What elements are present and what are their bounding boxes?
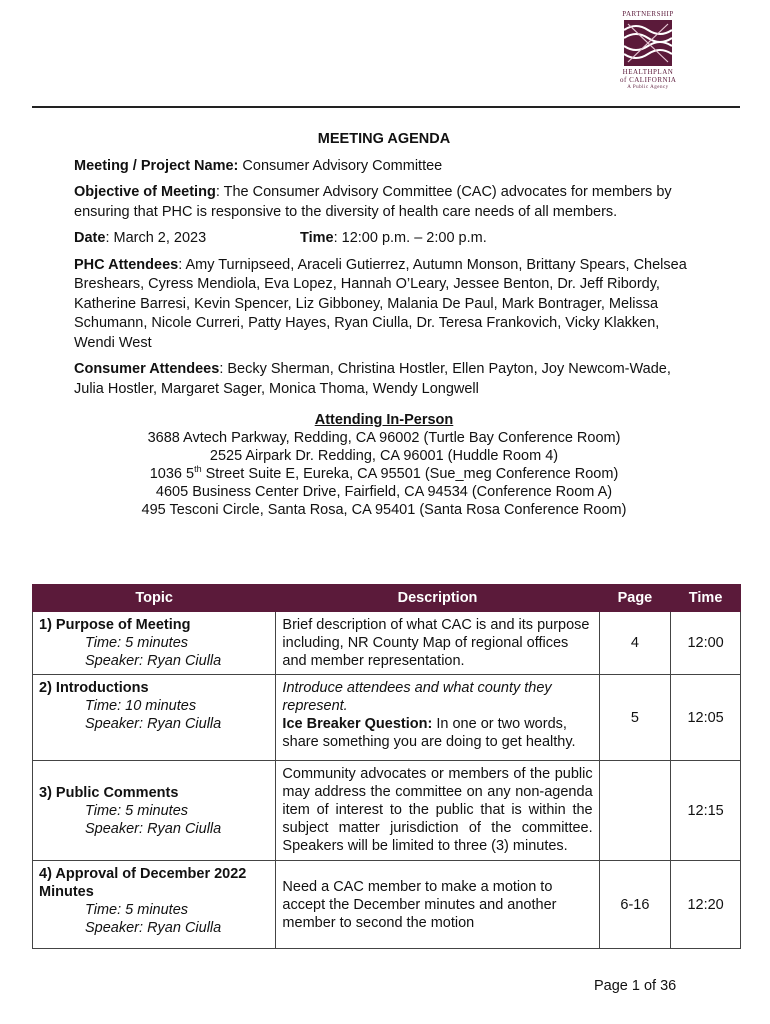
page-cell: 5 [599, 675, 671, 761]
description-cell: Brief description of what CAC is and its purpose including, NR County Map of regional offices and member representation. [276, 612, 599, 675]
topic-cell [33, 675, 276, 761]
topic-title: 3) Public Comments [39, 784, 179, 801]
topic-title: 1) Purpose of Meeting [39, 617, 191, 633]
logo-line-1: HEALTHPLAN [622, 68, 674, 76]
icebreaker-label: Ice Breaker Question: [282, 716, 433, 732]
project-name-value: Consumer Advisory Committee [238, 157, 443, 174]
page-cell [599, 761, 671, 861]
topic-duration: Time: 5 minutes [85, 902, 189, 918]
project-name-line [74, 157, 694, 177]
location-line-3-sup: th [194, 464, 202, 475]
phc-attendees-line [74, 256, 694, 354]
header-divider [32, 106, 740, 108]
agenda-header-section [74, 130, 694, 519]
logo-line-3: A Public Agency [627, 85, 669, 90]
project-name-label: Meeting / Project Name: [74, 157, 239, 174]
location-line-3-end: Street Suite E, Eureka, CA 95501 (Sue_meg Conference Room) [201, 466, 619, 482]
topic-speaker: Speaker: Ryan Ciulla [85, 920, 222, 936]
phc-attendees-value: : Amy Turnipseed, Araceli Gutierrez, Autumn Monson, Brittany Spears, Chelsea Breshears, Cyress Mendiola, Eva Lopez, Hannah O’Leary, Jessee Benton, Dr. Jeff Ribordy, Katherine Barresi, Kevin Spencer, Liz Gibboney, Malania De Paul, Mark Bontrager, Melissa Schumann, Nicole Curreri, Patty Hayes, Ryan Ciulla, Dr. Teresa Frankovich, Vicky Klakken, Wendi West [74, 256, 687, 351]
phc-attendees-label: PHC Attendees [74, 256, 179, 273]
locations-title: Attending In-Person [314, 412, 454, 428]
description-intro: Introduce attendees and what county they represent. [282, 680, 552, 714]
topic-speaker: Speaker: Ryan Ciulla [85, 820, 222, 837]
topic-cell [33, 861, 276, 949]
consumer-attendees-label: Consumer Attendees [74, 361, 220, 377]
topic-cell [33, 761, 276, 861]
table-row [33, 612, 741, 675]
locations-block [74, 411, 694, 519]
topic-speaker: Speaker: Ryan Ciulla [85, 716, 222, 732]
location-line-1: 3688 Avtech Parkway, Redding, CA 96002 (Turtle Bay Conference Room) [147, 430, 621, 446]
objective-value: : The Consumer Advisory Committee (CAC) advocates for members by ensuring that PHC is responsive to the diversity of health care needs of all members. [74, 184, 672, 220]
header-description: Description [276, 585, 599, 612]
location-line-4: 4605 Business Center Drive, Fairfield, CA 94534 (Conference Room A) [155, 484, 613, 500]
topic-speaker: Speaker: Ryan Ciulla [85, 653, 222, 669]
date-field [74, 229, 300, 249]
page-title: MEETING AGENDA [317, 131, 451, 147]
date-label: Date [74, 230, 106, 246]
objective-label: Objective of Meeting [74, 184, 216, 200]
time-label: Time [300, 230, 334, 246]
table-row [33, 675, 741, 761]
location-line-2: 2525 Airpark Dr. Redding, CA 96001 (Huddle Room 4) [209, 448, 559, 464]
page-cell: 6-16 [599, 861, 671, 949]
page-number: Page 1 of 36 [594, 978, 677, 994]
time-value: : 12:00 p.m. – 2:00 p.m. [333, 230, 487, 246]
description-cell: Community advocates or members of the public may address the committee on any non-agenda item of interest to the public that is within the subject matter jurisdiction of the committee. Speakers will be limited to three (3) minutes. [276, 761, 599, 861]
header-time: Time [671, 585, 741, 612]
time-cell: 12:00 [671, 612, 741, 675]
topic-duration: Time: 5 minutes [85, 635, 189, 651]
location-line-3 [74, 465, 694, 483]
header-topic: Topic [33, 585, 276, 612]
description-cell [276, 675, 599, 761]
agenda-table-header [33, 585, 741, 612]
header-page: Page [599, 585, 671, 612]
time-cell: 12:05 [671, 675, 741, 761]
icebreaker-text: In one or two words, share something you are doing to get healthy. [282, 716, 576, 750]
topic-duration: Time: 10 minutes [85, 698, 197, 714]
logo-top-text: PARTNERSHIP [622, 10, 674, 18]
partnership-logo [620, 10, 676, 92]
description-cell: Need a CAC member to make a motion to accept the December minutes and another member to second the motion [276, 861, 599, 949]
time-cell: 12:20 [671, 861, 741, 949]
objective-line [74, 183, 694, 222]
time-field [300, 229, 487, 249]
table-row [33, 761, 741, 861]
topic-title: 4) Approval of December 2022 Minutes [39, 866, 247, 900]
date-value: : March 2, 2023 [105, 230, 207, 246]
date-time-line [74, 229, 694, 249]
topic-cell [33, 612, 276, 675]
logo-line-2: of CALIFORNIA [620, 76, 677, 84]
logo-emblem-icon [624, 20, 672, 66]
topic-duration: Time: 5 minutes [85, 802, 189, 819]
page-cell: 4 [599, 612, 671, 675]
topic-title: 2) Introductions [39, 680, 149, 696]
consumer-attendees-line [74, 360, 694, 399]
table-row [33, 861, 741, 949]
location-line-3-start: 1036 5 [149, 466, 195, 482]
time-cell: 12:15 [671, 761, 741, 861]
consumer-attendees-value: : Becky Sherman, Christina Hostler, Ellen Payton, Joy Newcom-Wade, Julia Hostler, Margaret Sager, Monica Thoma, Wendy Longwell [74, 361, 671, 397]
location-line-5: 495 Tesconi Circle, Santa Rosa, CA 95401 (Santa Rosa Conference Room) [141, 502, 627, 518]
agenda-table [32, 584, 741, 949]
